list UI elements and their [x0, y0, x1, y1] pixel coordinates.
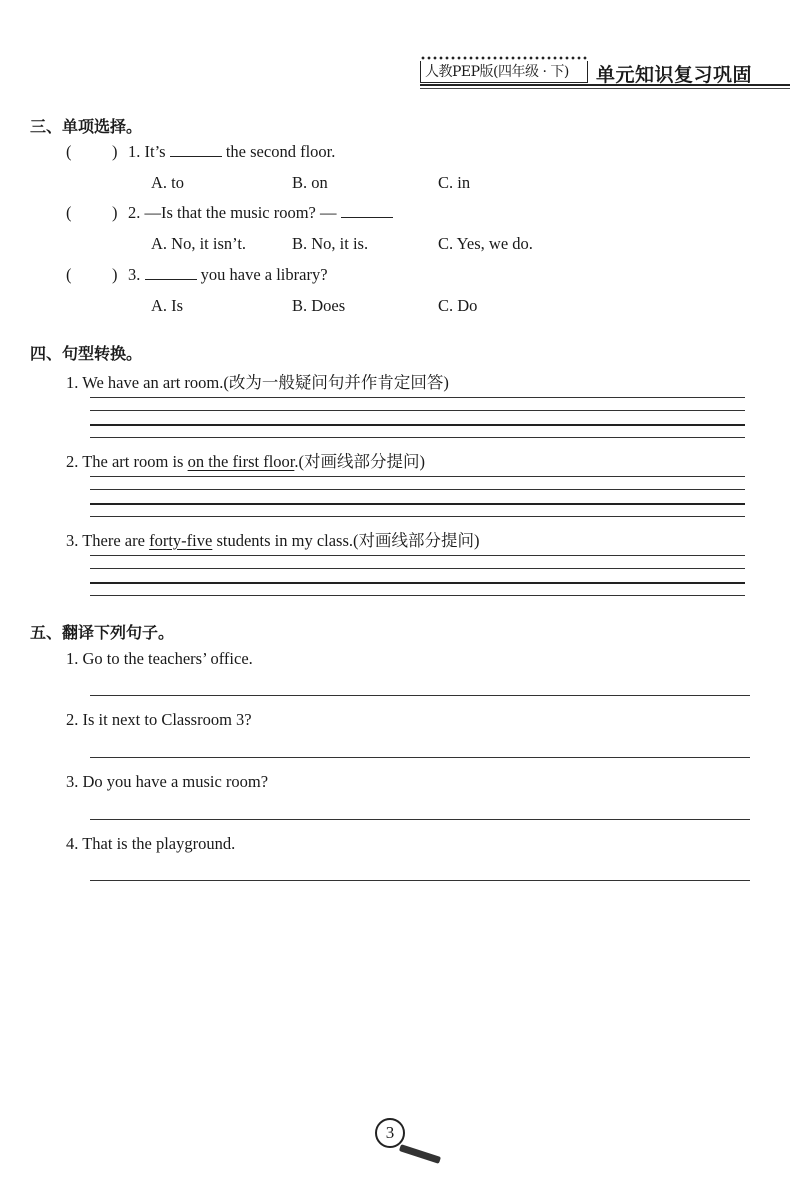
instruction-note: (对画线部分提问)	[353, 531, 480, 550]
question-line	[128, 203, 393, 223]
answer-line[interactable]	[90, 880, 750, 881]
answer-paren-close: )	[112, 265, 118, 284]
writing-line[interactable]	[90, 503, 745, 505]
underlined-phrase: on the first floor	[187, 452, 295, 471]
option-a: A. Is	[151, 296, 184, 315]
transform-question	[66, 527, 480, 551]
answer-line[interactable]	[90, 695, 750, 696]
translate-item	[66, 772, 268, 792]
option-a: A. No, it isn’t.	[151, 234, 247, 253]
writing-line[interactable]	[90, 555, 745, 556]
writing-line[interactable]	[90, 516, 745, 517]
answer-blank[interactable]	[145, 265, 197, 280]
writing-line[interactable]	[90, 476, 745, 477]
question-number: 3.	[66, 772, 79, 791]
question-text-before: The art room is	[82, 452, 184, 471]
answer-blank[interactable]	[170, 142, 222, 157]
question-number: 2.	[66, 710, 79, 729]
question-number: 3.	[128, 265, 141, 284]
option-c: C. Do	[438, 296, 478, 315]
question-text-after: the second floor.	[225, 142, 336, 161]
question-text-before: It’s	[144, 142, 166, 161]
answer-paren-close: )	[112, 142, 118, 161]
header-title: 单元知识复习巩固	[596, 64, 753, 86]
question-line	[128, 142, 335, 162]
option-a: A. to	[151, 173, 184, 192]
header-rule	[420, 84, 790, 86]
magnifier-handle-icon	[399, 1144, 441, 1164]
question-text-after: students in my class.	[216, 531, 354, 550]
answer-paren-open: (	[66, 203, 72, 222]
question-number: 3.	[66, 531, 79, 550]
question-text: We have an art room.	[82, 373, 224, 392]
question-text-before: There are	[82, 531, 145, 550]
answer-paren-open: (	[66, 142, 72, 161]
answer-line[interactable]	[90, 819, 750, 820]
writing-line[interactable]	[90, 489, 745, 490]
question-text: Go to the teachers’ office.	[82, 649, 253, 668]
question-number: 1.	[66, 649, 79, 668]
question-text: That is the playground.	[82, 834, 236, 853]
writing-line[interactable]	[90, 424, 745, 426]
section-4-heading: 四、句型转换。	[30, 344, 143, 363]
writing-line[interactable]	[90, 397, 745, 398]
writing-line[interactable]	[90, 437, 745, 438]
transform-question	[66, 448, 425, 472]
option-b: B. on	[292, 173, 328, 192]
answer-line[interactable]	[90, 757, 750, 758]
underlined-phrase: forty-five	[149, 531, 213, 550]
question-number: 2.	[66, 452, 79, 471]
header-dots	[420, 56, 588, 60]
translate-item	[66, 834, 235, 854]
option-c: C. in	[438, 173, 471, 192]
option-b: B. Does	[292, 296, 346, 315]
question-number: 4.	[66, 834, 79, 853]
option-b: B. No, it is.	[292, 234, 369, 253]
question-text: —Is that the music room? —	[144, 203, 337, 222]
header-rule-thin	[420, 88, 790, 89]
answer-blank[interactable]	[341, 203, 393, 218]
question-number: 1.	[128, 142, 141, 161]
translate-item	[66, 649, 253, 669]
question-text: Do you have a music room?	[82, 772, 269, 791]
edition-label: 人教PEP版(四年级 · 下)	[420, 61, 588, 83]
instruction-note: (改为一般疑问句并作肯定回答)	[223, 373, 449, 392]
question-line	[128, 265, 328, 285]
page-number: 3	[375, 1118, 405, 1148]
writing-line[interactable]	[90, 568, 745, 569]
writing-line[interactable]	[90, 582, 745, 584]
question-number: 2.	[128, 203, 141, 222]
question-text-after: you have a library?	[200, 265, 328, 284]
question-text: Is it next to Classroom 3?	[82, 710, 252, 729]
question-text-after: .	[294, 452, 299, 471]
answer-paren-open: (	[66, 265, 72, 284]
option-c: C. Yes, we do.	[438, 234, 533, 253]
answer-paren-close: )	[112, 203, 118, 222]
section-3-heading: 三、单项选择。	[30, 117, 143, 136]
transform-question	[66, 369, 449, 393]
writing-line[interactable]	[90, 410, 745, 411]
translate-item	[66, 710, 252, 730]
writing-line[interactable]	[90, 595, 745, 596]
instruction-note: (对画线部分提问)	[298, 452, 425, 471]
question-number: 1.	[66, 373, 79, 392]
section-5-heading: 五、翻译下列句子。	[30, 623, 175, 642]
